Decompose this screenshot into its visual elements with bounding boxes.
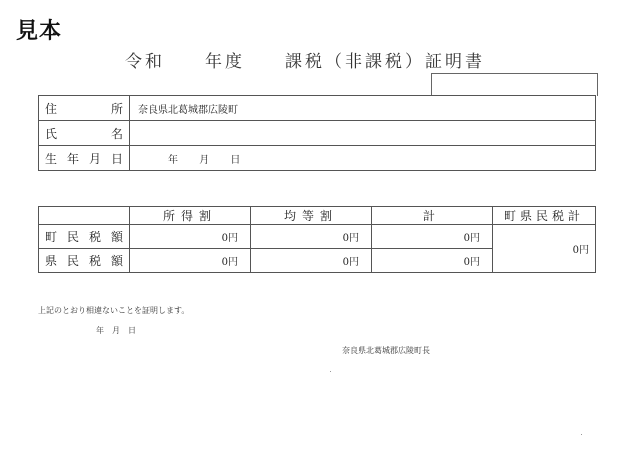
address-row — [39, 96, 596, 121]
row-label-town-tax: 町 民 税 額 — [39, 225, 130, 249]
personal-info-table — [38, 95, 596, 171]
certification-date: 年 月 日 — [96, 326, 136, 335]
pref-equal-levy: 0円 — [251, 249, 372, 273]
sample-watermark: 見本 — [16, 19, 63, 44]
tax-header-blank — [39, 207, 130, 225]
document-title: 令和 年度 課税（非課税）証明書 — [125, 52, 485, 72]
town-sum: 0円 — [372, 225, 493, 249]
stamp-box — [431, 73, 598, 96]
address-value: 奈良県北葛城郡広陵町 — [130, 96, 596, 121]
town-equal-levy: 0円 — [251, 225, 372, 249]
header-income-levy: 所得割 — [130, 207, 251, 225]
table-row — [39, 225, 596, 249]
birthdate-row — [39, 146, 596, 171]
certification-statement: 上記のとおり相違ないことを証明します。 — [38, 306, 190, 315]
name-value — [130, 121, 596, 146]
issuer-name: 奈良県北葛城郡広陵町長 — [342, 346, 430, 355]
pref-sum: 0円 — [372, 249, 493, 273]
scan-speck — [330, 371, 331, 372]
scan-speck — [581, 434, 582, 435]
row-label-prefectural-tax: 県 民 税 額 — [39, 249, 130, 273]
header-total-tax: 町県民税計 — [493, 207, 596, 225]
header-equal-levy: 均等割 — [251, 207, 372, 225]
birthdate-value: 年 月 日 — [130, 146, 596, 171]
name-label: 氏 名 — [39, 121, 130, 146]
town-income-levy: 0円 — [130, 225, 251, 249]
grand-total: 0円 — [493, 225, 596, 273]
tax-header-row — [39, 207, 596, 225]
address-label: 住 所 — [39, 96, 130, 121]
tax-table — [38, 206, 596, 273]
header-sum: 計 — [372, 207, 493, 225]
name-row — [39, 121, 596, 146]
birthdate-label: 生 年 月 日 — [39, 146, 130, 171]
pref-income-levy: 0円 — [130, 249, 251, 273]
